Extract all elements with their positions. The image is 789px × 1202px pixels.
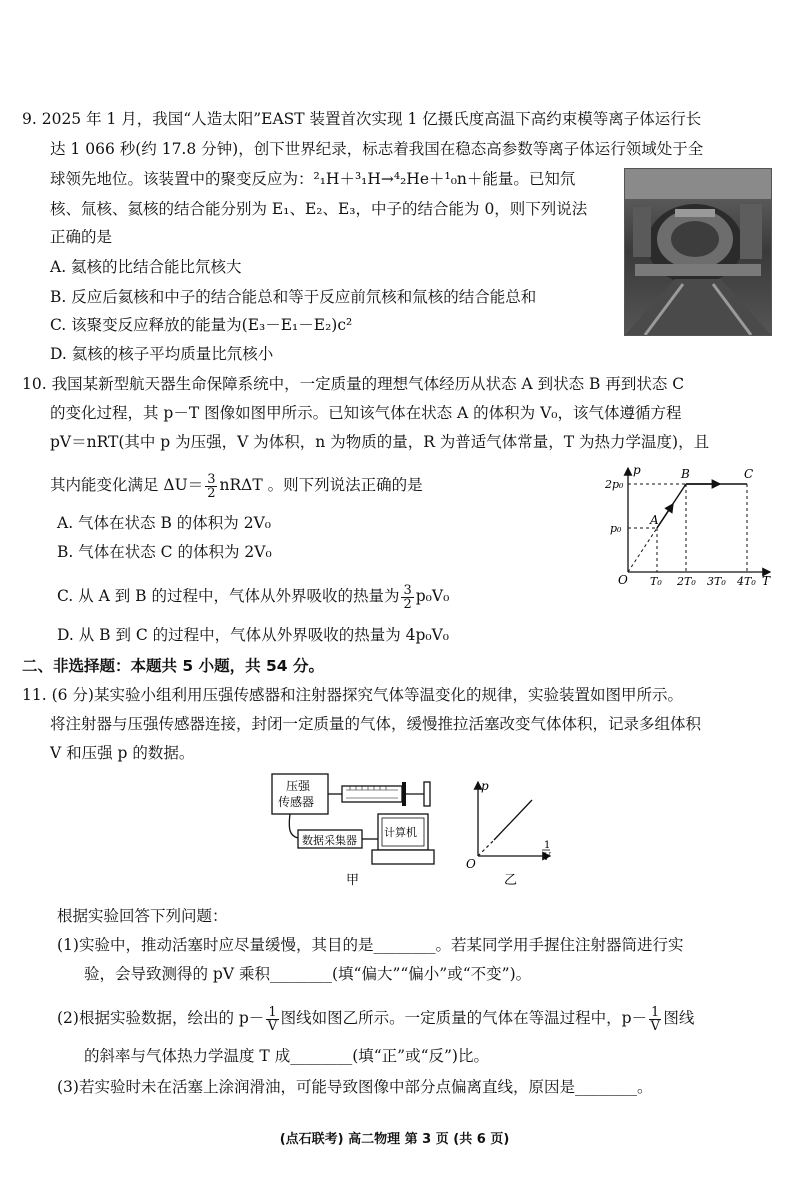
q10-energy-line xyxy=(50,470,423,500)
q10-x-tick-2t0: 2T₀ xyxy=(677,575,696,588)
q11-sub1-line2: 验，会导致测得的 pV 乘积________(填“偏大”“偏小”或“不变”)。 xyxy=(84,965,532,983)
q11-sub2-line1 xyxy=(57,1003,694,1033)
q10-x-tick-3t0: 3T₀ xyxy=(707,575,726,588)
q10-option-c-frac-den: 2 xyxy=(403,596,412,612)
q10-option-c-fraction xyxy=(401,584,413,611)
q10-option-c xyxy=(57,581,449,611)
q10-energy-fraction xyxy=(205,473,217,500)
q10-line-2: 的变化过程，其 p－T 图像如图甲所示。已知该气体在状态 A 的体积为 V₀，该气体遵循方程 xyxy=(50,404,682,422)
q11-caption-jia: 甲 xyxy=(346,873,360,888)
syringe-barrel xyxy=(342,786,402,802)
q9-line-1: 9. 2025 年 1 月，我国“人造太阳”EAST 装置首次实现 1 亿摄氏度高温下高约束模等离子体运行长 xyxy=(22,110,702,128)
q11-sub2-b: 图线如图乙所示。一定质量的气体在等温过程中，p－ xyxy=(280,1009,648,1027)
q10-y-axis-label: p xyxy=(633,463,641,477)
q11-sub2-frac-1-den: V xyxy=(267,1018,278,1034)
q11-x-axis-num: 1 xyxy=(544,840,551,851)
q10-x-axis-label: T xyxy=(762,574,771,588)
q10-point-c: C xyxy=(744,467,754,481)
q10-option-a: A. 气体在状态 B 的体积为 2V₀ xyxy=(57,514,271,532)
q11-sub2-frac-1 xyxy=(266,1006,278,1033)
q11-sub2-frac-1-num: 1 xyxy=(268,1004,277,1020)
data-collector-label: 数据采集器 xyxy=(302,834,357,847)
q9-line-4: 核、氚核、氦核的结合能分别为 E₁、E₂、E₃，中子的结合能为 0，则下列说法 xyxy=(50,200,588,218)
q11-x-axis-den: V xyxy=(543,852,551,863)
q10-y-tick-2p0: 2p₀ xyxy=(605,478,624,491)
q9-option-c: C. 该聚变反应释放的能量为(E₃－E₁－E₂)c² xyxy=(50,316,353,334)
q9-line-3: 球领先地位。该装置中的聚变反应为：²₁H＋³₁H→⁴₂He＋¹₀n＋能量。已知氘 xyxy=(50,170,576,188)
q10-option-b: B. 气体在状态 C 的体积为 2V₀ xyxy=(57,543,272,561)
q9-option-b: B. 反应后氦核和中子的结合能总和等于反应前氘核和氚核的结合能总和 xyxy=(50,288,537,306)
q10-x-tick-4t0: 4T₀ xyxy=(737,575,756,588)
q11-sub2-frac-2-den: V xyxy=(650,1018,660,1034)
q11-sub2-line2: 的斜率与气体热力学温度 T 成________(填“正”或“反”)比。 xyxy=(84,1047,489,1065)
q10-point-a: A xyxy=(650,513,659,527)
q11-sub2-frac-2 xyxy=(649,1006,661,1033)
q11-apparatus-diagram xyxy=(268,770,443,890)
q11-line-3: V 和压强 p 的数据。 xyxy=(50,744,195,762)
q10-option-c-prefix: C. 从 A 到 B 的过程中，气体从外界吸收的热量为 xyxy=(57,587,400,605)
computer-label: 计算机 xyxy=(384,826,417,839)
q11-y-axis-label: p xyxy=(481,779,489,793)
q11-intro: 根据实验回答下列问题： xyxy=(57,907,228,925)
q10-energy-prefix: 其内能变化满足 ΔU＝ xyxy=(50,476,204,494)
east-device-photo xyxy=(624,168,772,336)
q10-x-tick-t0: T₀ xyxy=(650,575,662,588)
q10-option-d: D. 从 B 到 C 的过程中，气体从外界吸收的热量为 4p₀V₀ xyxy=(57,626,450,644)
q9-option-d: D. 氦核的核子平均质量比氘核小 xyxy=(50,345,274,363)
q9-line-5: 正确的是 xyxy=(50,228,113,246)
q10-origin-label: O xyxy=(618,573,628,587)
q11-line-1: 11. (6 分)某实验小组利用压强传感器和注射器探究气体等温变化的规律，实验装置如图甲所示。 xyxy=(22,686,683,704)
pressure-sensor-label-1: 压强 xyxy=(286,779,311,793)
q10-line-1: 10. 我国某新型航天器生命保障系统中，一定质量的理想气体经历从状态 A 到状态 B 再到状态 C xyxy=(22,375,685,393)
computer-base xyxy=(372,850,434,864)
q11-origin-label: O xyxy=(466,857,476,871)
q10-option-c-frac-num: 3 xyxy=(403,582,412,598)
q10-energy-frac-num: 3 xyxy=(207,471,216,487)
q11-sub3: (3)若实验时未在活塞上涂润滑油，可能导致图像中部分点偏离直线，原因是________。 xyxy=(57,1078,653,1096)
q10-energy-suffix: nRΔT 。则下列说法正确的是 xyxy=(219,476,423,494)
q10-y-tick-p0: p₀ xyxy=(610,522,622,535)
q10-option-c-suffix: p₀V₀ xyxy=(415,587,450,605)
q10-energy-frac-den: 2 xyxy=(207,485,216,501)
q11-sub2-a: (2)根据实验数据，绘出的 p－ xyxy=(57,1009,265,1027)
q11-data-line xyxy=(494,800,532,840)
q9-line-2: 达 1 066 秒(约 17.8 分钟)，创下世界纪录，标志着我国在稳态高参数等离子体运行领域处于全 xyxy=(50,140,704,158)
q10-point-b: B xyxy=(681,467,690,481)
q11-sub2-c: 图线 xyxy=(663,1009,695,1027)
section2-heading: 二、非选择题：本题共 5 小题，共 54 分。 xyxy=(22,657,324,675)
q11-sub1-line1: (1)实验中，推动活塞时应尽量缓慢，其目的是________。若某同学用手握住注射器筒进行实 xyxy=(57,936,684,954)
q11-caption-yi: 乙 xyxy=(504,873,518,888)
q11-line-2: 将注射器与压强传感器连接，封闭一定质量的气体，缓慢推拉活塞改变气体体积，记录多组体积 xyxy=(50,715,702,733)
page-footer: (点石联考) 高二物理 第 3 页 (共 6 页) xyxy=(279,1132,510,1147)
q10-line-3: pV＝nRT(其中 p 为压强，V 为体积，n 为物质的量，R 为普适气体常量，T 为热力学温度)，且 xyxy=(50,433,710,451)
syringe-plunger xyxy=(424,782,430,806)
q10-pt-graph xyxy=(600,462,780,592)
q9-option-a: A. 氦核的比结合能比氘核大 xyxy=(50,258,242,276)
pressure-sensor-label-2: 传感器 xyxy=(278,795,315,809)
q11-sub2-frac-2-num: 1 xyxy=(651,1004,660,1020)
q11-p-invv-graph xyxy=(464,776,564,892)
